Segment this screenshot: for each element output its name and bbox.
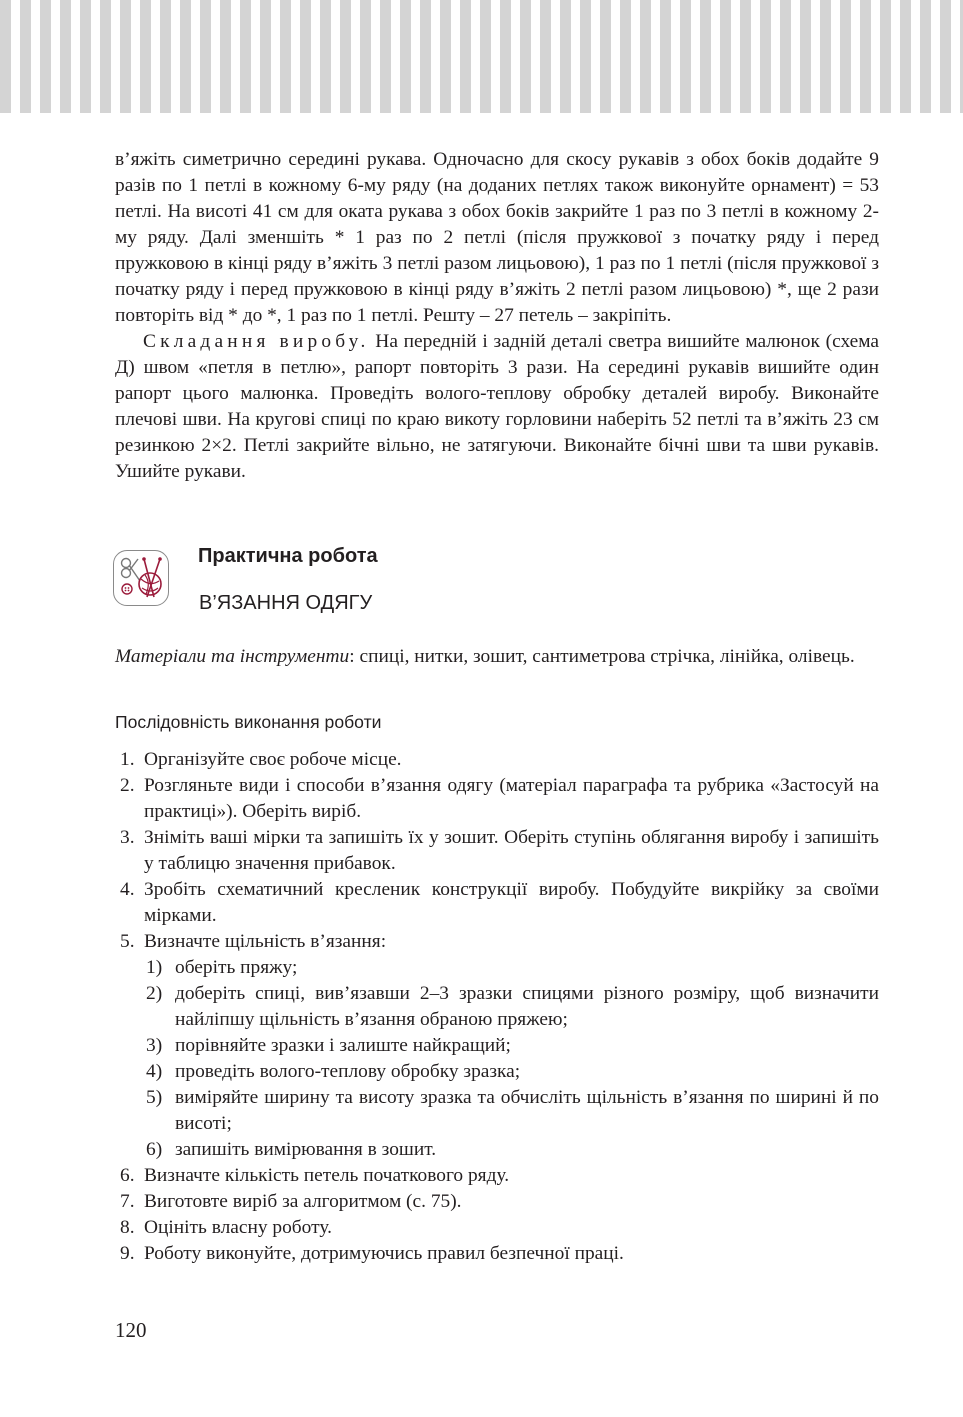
practical-work-title: Практична робота <box>198 545 378 567</box>
header-stripes <box>0 0 963 113</box>
sequence-title: Послідовність виконання роботи <box>115 712 382 732</box>
sub-list-item: 2) доберіть спиці, вив’язавши 2–3 зразки спицями різного розміру, щоб визначити найліпшу щільність в’язання обраною пряжею; <box>146 983 879 1030</box>
intro-paragraph-1: в’яжіть симетрично середині рукава. Одночасно для скосу рукавів з обох боків додайте 9 разів по 1 петлі в кожному 6-му ряду (на доданих петлях також виконуйте орнамент) = 53 петлі. На висоті 41 см для оката рукава з обох боків закрийте 1 раз по 3 петлі в кожному 2-му ряду. Далі зменшіть * 1 раз по 2 петлі (після пружкової з початку ряду і перед пружковою в кінці ряду в’яжіть 3 петлі разом лицьовою), 1 раз по 1 петлі (після пружкової з початку ряду і перед пружковою в кінці ряду в’яжіть 2 петлі разом лицьовою) *, ще 2 рази повторіть від * до *, 1 раз по 1 петлі. Решту – 27 петель – закріпіть. <box>115 149 879 326</box>
list-item: 5. Визначте щільність в’язання: 1) оберіть пряжу; 2) доберіть спиці, вив’язавши 2–3 зразки спицями різного розміру, щоб визначити найліпшу щільність в’язання обраною пряжею; 3) порівняйте зразки і залиште найкращий; 4) проведіть волого-теплову обробку зразка; 5) виміряйте ширину та висоту зразка та обчисліть щільність в’язання по ширині й по висоті; 6) запишіть вимірювання в зошит. <box>120 929 879 1163</box>
sub-list-item: 1) оберіть пряжу; <box>146 957 298 978</box>
materials-paragraph <box>115 644 879 670</box>
practical-work-subtitle: В’ЯЗАННЯ ОДЯГУ <box>199 592 373 614</box>
list-item: 7. Виготовте виріб за алгоритмом (с. 75). <box>120 1191 462 1212</box>
list-item: 8. Оцініть власну роботу. <box>120 1217 332 1238</box>
intro-text <box>115 147 879 485</box>
sub-list-item: 5) виміряйте ширину та висоту зразка та обчисліть щільність в’язання по ширині й по висоті; <box>146 1087 879 1134</box>
materials-label: Матеріали та інструменти <box>115 646 350 667</box>
steps-list <box>120 747 879 1267</box>
materials-block <box>115 644 879 670</box>
list-item: 9. Роботу виконуйте, дотримуючись правил безпечної праці. <box>120 1243 624 1264</box>
list-item: 4. Зробіть схематичний кресленик конструкції виробу. Побудуйте викрійку за своїми мірками. <box>120 879 879 926</box>
substeps-list <box>146 955 879 1163</box>
list-item: 1. Організуйте своє робоче місце. <box>120 749 402 770</box>
intro-paragraph-2 <box>115 329 879 485</box>
sub-list-item: 6) запишіть вимірювання в зошит. <box>146 1139 437 1160</box>
assembly-text: На передній і задній деталі светра вишийте малюнок (схема Д) швом «петля в петлю», рапорт повторіть 3 рази. На середині рукавів вишийте один рапорт цього малюнка. Проведіть волого-теплову обробку деталей виробу. Виконайте плечові шви. На кругові спиці по краю викоту горловини наберіть 52 петлі та в’яжіть 23 см резинкою 2×2. Петлі закрийте вільно, не затягуючи. Виконайте бічні шви та шви рукавів. Ушийте рукави. <box>115 331 880 482</box>
list-item: 2. Розгляньте види і способи в’язання одягу (матеріал параграфа та рубрика «Застосуй на практиці»). Оберіть виріб. <box>120 775 879 822</box>
list-item: 6. Визначте кількість петель початкового ряду. <box>120 1165 510 1186</box>
assembly-heading: Складання виробу. <box>143 331 370 352</box>
materials-text: : спиці, нитки, зошит, сантиметрова стрічка, лінійка, олівець. <box>349 646 855 667</box>
sub-list-item: 4) проведіть волого-теплову обробку зразка; <box>146 1061 521 1082</box>
knitting-tools-icon <box>113 550 169 606</box>
sub-list-item: 3) порівняйте зразки і залиште найкращий; <box>146 1035 511 1056</box>
list-item: 3. Зніміть ваші мірки та запишіть їх у зошит. Оберіть ступінь облягання виробу і запишіть у таблицю значення прибавок. <box>120 827 879 874</box>
page-number: 120 <box>115 1318 147 1342</box>
